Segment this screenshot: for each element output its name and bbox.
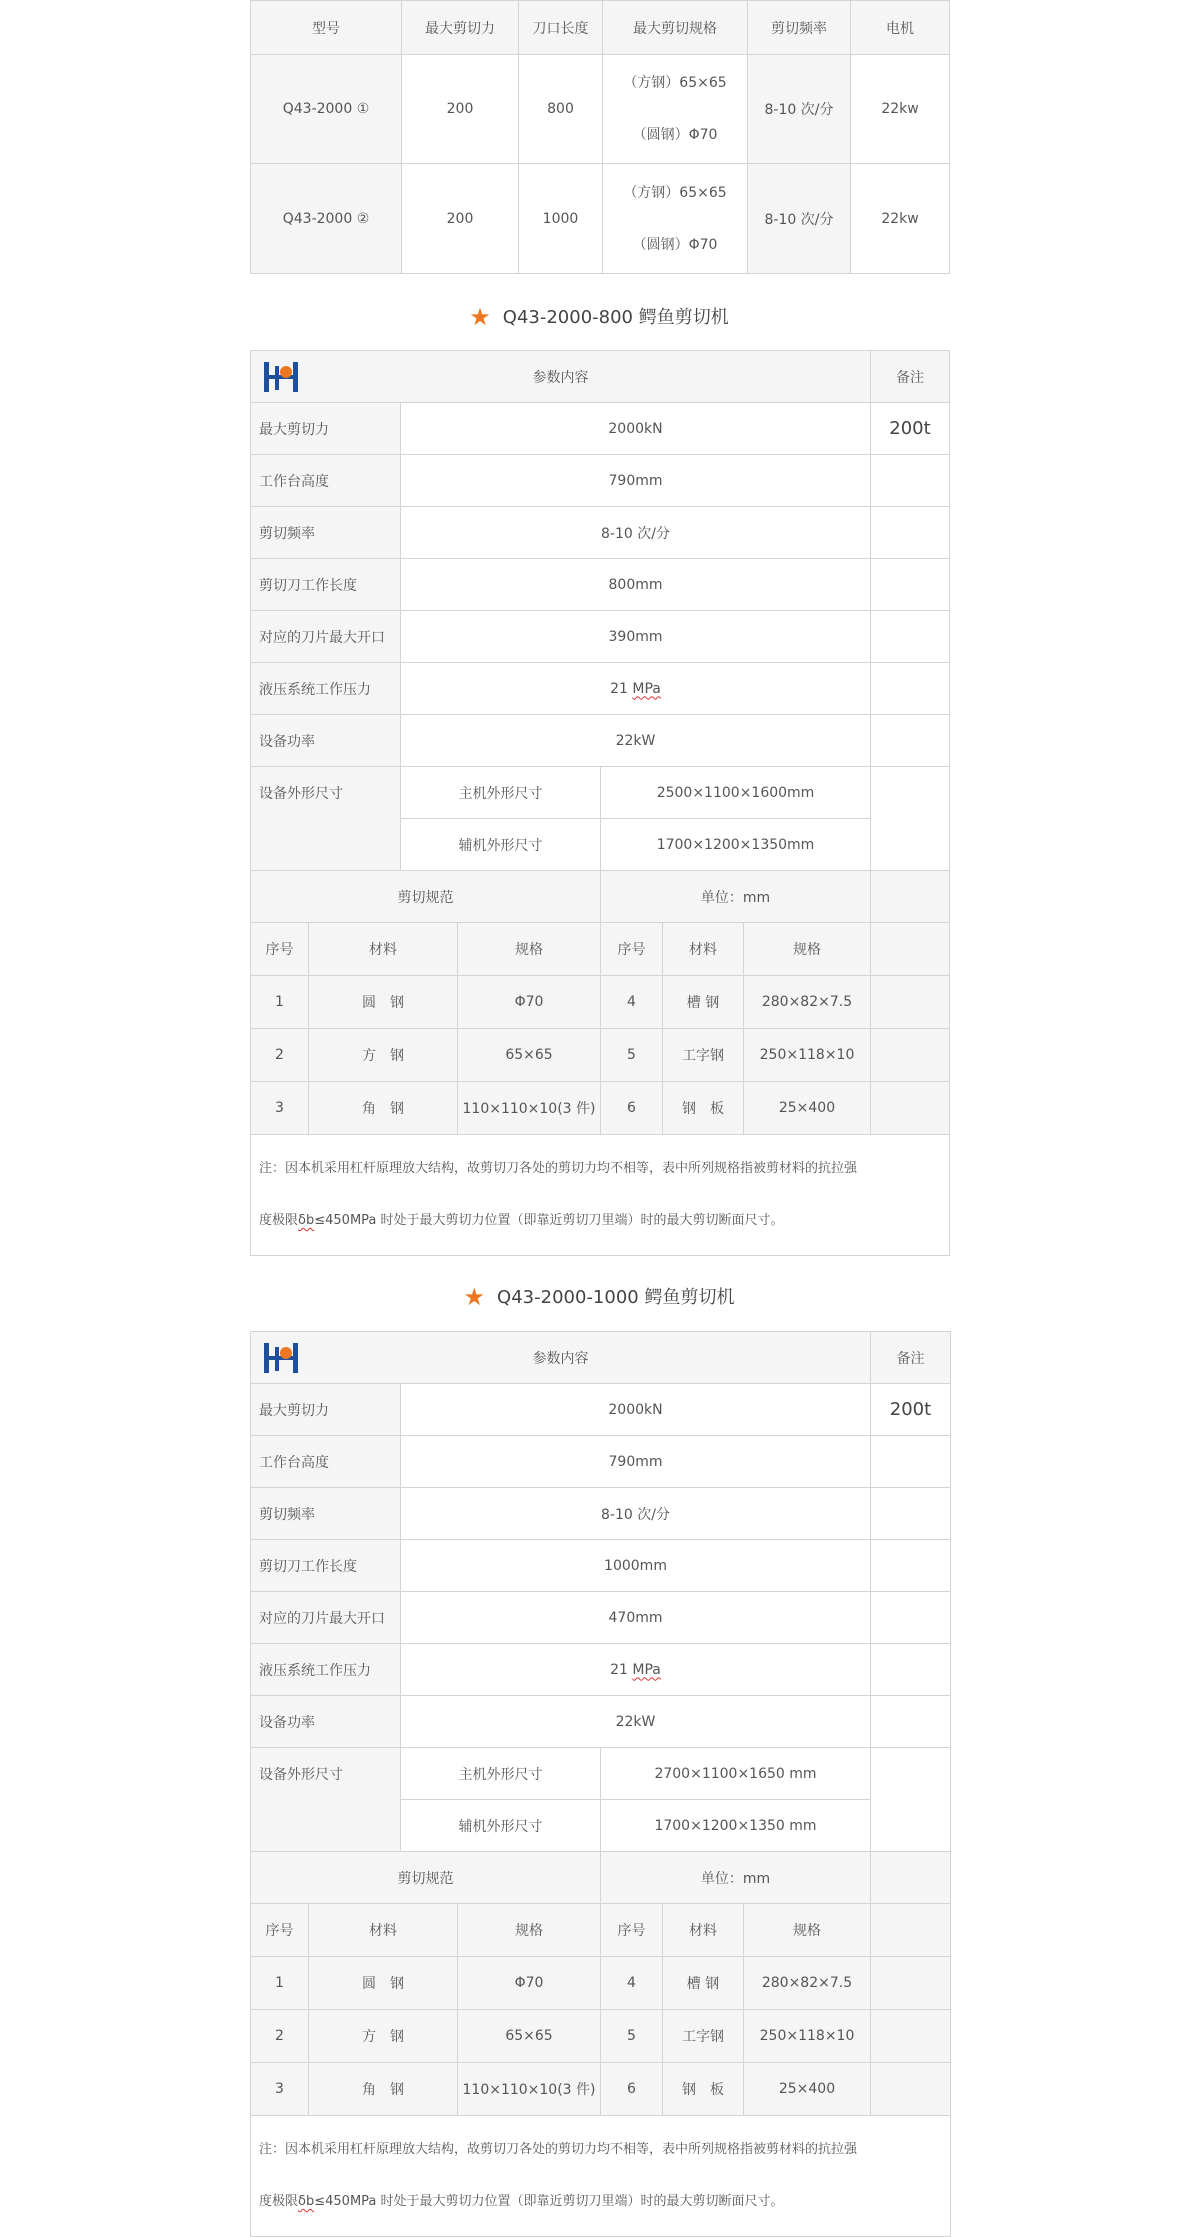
summary-row — [251, 55, 950, 164]
summary-blade: 800 — [519, 55, 603, 164]
star-icon: ★ — [469, 303, 491, 331]
spec-header-row — [251, 1904, 951, 1957]
param-label: 工作台高度 — [251, 455, 401, 507]
machine-table — [250, 350, 950, 1256]
spec-header: 序号 — [601, 923, 663, 976]
param-label: 剪切频率 — [251, 1488, 401, 1540]
spec-title-row — [251, 871, 950, 923]
summary-freq: 8-10 次/分 — [748, 164, 851, 274]
param-row — [251, 1696, 951, 1748]
spec-cell: 280×82×7.5 — [744, 976, 871, 1029]
summary-model: Q43-2000 ① — [251, 55, 402, 164]
summary-header: 型号 — [251, 1, 402, 55]
dim-value: 1700×1200×1350 mm — [601, 1800, 871, 1852]
summary-spec-square: （方钢）65×65 — [623, 184, 727, 201]
param-row — [251, 1488, 951, 1540]
summary-header: 最大剪切力 — [402, 1, 519, 55]
spec-cell: 110×110×10(3 件) — [458, 1082, 601, 1135]
spec-unit: 单位：mm — [601, 1852, 871, 1904]
param-value: 8-10 次/分 — [401, 507, 871, 559]
spec-cell: 3 — [251, 2063, 309, 2115]
dim-label: 主机外形尺寸 — [401, 767, 601, 819]
summary-header: 剪切频率 — [748, 1, 851, 55]
param-label: 设备功率 — [251, 1696, 401, 1748]
param-row — [251, 767, 950, 819]
spec-cell: 1 — [251, 976, 309, 1028]
param-row — [251, 611, 950, 663]
dim-label: 辅机外形尺寸 — [401, 819, 601, 871]
param-value: 390mm — [401, 611, 871, 663]
spec-cell: 6 — [601, 2063, 663, 2116]
spec-cell: 250×118×10 — [744, 2010, 871, 2063]
dim-value: 2700×1100×1650 mm — [601, 1748, 871, 1800]
dim-value: 1700×1200×1350mm — [601, 819, 871, 871]
company-logo-icon — [263, 1341, 299, 1375]
remark-header: 备注 — [871, 351, 950, 403]
param-value: 8-10 次/分 — [401, 1488, 871, 1540]
param-value: 790mm — [401, 1436, 871, 1488]
spec-title: 剪切规范 — [251, 1852, 601, 1904]
param-label: 工作台高度 — [251, 1436, 401, 1488]
remark-value — [871, 767, 950, 871]
param-label: 剪切刀工作长度 — [251, 559, 401, 611]
param-label: 最大剪切力 — [251, 1384, 401, 1436]
param-label: 设备功率 — [251, 715, 401, 767]
param-value: 1000mm — [401, 1540, 871, 1592]
param-value: 800mm — [401, 559, 871, 611]
param-label: 液压系统工作压力 — [251, 663, 401, 715]
spec-title: 剪切规范 — [251, 871, 601, 923]
remark-value: 200t — [871, 1384, 951, 1436]
spec-cell: 圆 钢 — [362, 1976, 404, 1992]
remark-value — [871, 1488, 951, 1540]
param-value: 2000kN — [401, 403, 871, 455]
company-logo-icon — [263, 360, 299, 394]
spec-cell: 4 — [601, 976, 663, 1029]
param-row — [251, 663, 950, 715]
spec-cell: 25×400 — [744, 2063, 871, 2116]
param-row — [251, 403, 950, 455]
param-header: 参数内容 — [251, 1332, 871, 1384]
spec-cell: 1 — [251, 1957, 309, 2009]
param-value: 22kW — [401, 715, 871, 767]
spec-cell: Φ70 — [458, 1957, 601, 2010]
note: 注：因本机采用杠杆原理放大结构，故剪切刀各处的剪切力均不相等，表中所列规格指被剪材料的抗拉强 度极限δb≤450MPa 时处于最大剪切力位置（即靠近剪切刀里端）时的最大剪切断面尺寸。 — [251, 2116, 951, 2237]
remark-value — [871, 559, 950, 611]
spec-cell: 2 — [251, 1029, 309, 1081]
summary-spec — [603, 164, 748, 274]
dim-value: 2500×1100×1600mm — [601, 767, 871, 819]
remark-value — [871, 663, 950, 715]
spec-header: 规格 — [744, 1904, 871, 1957]
spec-cell: 3 — [251, 1082, 309, 1134]
remark-value — [871, 455, 950, 507]
spec-cell: 5 — [601, 1029, 663, 1082]
param-label: 最大剪切力 — [251, 403, 401, 455]
spec-cell: 圆 钢 — [362, 995, 404, 1011]
param-value: 2000kN — [401, 1384, 871, 1436]
summary-motor: 22kw — [851, 55, 950, 164]
param-label: 剪切频率 — [251, 507, 401, 559]
param-label: 液压系统工作压力 — [251, 1644, 401, 1696]
spec-cell: 280×82×7.5 — [744, 1957, 871, 2010]
summary-spec-square: （方钢）65×65 — [623, 75, 727, 91]
param-value: 790mm — [401, 455, 871, 507]
param-header: 参数内容 — [251, 351, 871, 403]
machine-title: ★ Q43-2000-1000 鳄鱼剪切机 — [463, 1283, 735, 1311]
spec-row — [251, 2010, 951, 2063]
summary-spec-round: （圆钢）Φ70 — [632, 236, 718, 253]
spec-unit: 单位：mm — [601, 871, 871, 923]
spec-header: 序号 — [251, 923, 309, 975]
spec-cell: 工字钢 — [663, 2010, 744, 2063]
star-icon: ★ — [463, 1283, 486, 1311]
remark-value — [871, 1592, 951, 1644]
spec-header: 序号 — [251, 1904, 309, 1956]
summary-spec — [603, 55, 748, 164]
param-value: 22kW — [401, 1696, 871, 1748]
spec-cell: 工字钢 — [663, 1029, 744, 1082]
param-row — [251, 559, 950, 611]
param-label: 剪切刀工作长度 — [251, 1540, 401, 1592]
dim-label: 辅机外形尺寸 — [401, 1800, 601, 1852]
param-value: 21 MPa — [401, 663, 871, 715]
param-row — [251, 507, 950, 559]
param-header-row — [251, 351, 950, 403]
spec-header-row — [251, 923, 950, 976]
param-value: 21 MPa — [401, 1644, 871, 1696]
spec-header: 材料 — [369, 942, 397, 958]
remark-value — [871, 1748, 951, 1852]
param-row — [251, 1644, 951, 1696]
spec-cell: 2 — [251, 2010, 309, 2062]
spec-cell: 65×65 — [458, 1029, 601, 1082]
param-label: 对应的刀片最大开口 — [251, 1592, 401, 1644]
spec-header: 材料 — [663, 923, 744, 976]
spec-row — [251, 976, 950, 1029]
spec-header: 规格 — [458, 923, 601, 976]
summary-model: Q43-2000 ② — [251, 164, 402, 274]
spec-row — [251, 1957, 951, 2010]
spec-row — [251, 2063, 951, 2116]
spec-cell: 25×400 — [744, 1082, 871, 1135]
note-row — [251, 2116, 951, 2237]
spec-cell: 钢 板 — [663, 2063, 744, 2116]
spec-cell: 角 钢 — [362, 2082, 404, 2098]
spec-title-row — [251, 1852, 951, 1904]
spec-cell: 4 — [601, 1957, 663, 2010]
spec-cell: 槽 钢 — [663, 1957, 744, 2010]
param-label: 设备外形尺寸 — [251, 1748, 401, 1852]
param-label: 设备外形尺寸 — [251, 767, 401, 871]
spec-header: 材料 — [369, 1923, 397, 1939]
machine-table — [250, 1331, 951, 2237]
summary-header: 最大剪切规格 — [603, 1, 748, 55]
spec-cell: 5 — [601, 2010, 663, 2063]
spec-header: 规格 — [458, 1904, 601, 1957]
param-row — [251, 1748, 951, 1800]
remark-value — [871, 1644, 951, 1696]
spec-cell: 250×118×10 — [744, 1029, 871, 1082]
spec-cell: 6 — [601, 1082, 663, 1135]
spec-header: 序号 — [601, 1904, 663, 1957]
spec-header: 材料 — [663, 1904, 744, 1957]
param-label: 对应的刀片最大开口 — [251, 611, 401, 663]
param-row — [251, 715, 950, 767]
remark-value: 200t — [871, 403, 950, 455]
spec-row — [251, 1082, 950, 1135]
spec-cell: Φ70 — [458, 976, 601, 1029]
dim-label: 主机外形尺寸 — [401, 1748, 601, 1800]
param-row — [251, 1592, 951, 1644]
remark-value — [871, 715, 950, 767]
remark-value — [871, 507, 950, 559]
param-row — [251, 1384, 951, 1436]
spec-cell: 方 钢 — [362, 2029, 404, 2045]
spec-cell: 槽 钢 — [663, 976, 744, 1029]
note: 注：因本机采用杠杆原理放大结构，故剪切刀各处的剪切力均不相等，表中所列规格指被剪材料的抗拉强 度极限δb≤450MPa 时处于最大剪切力位置（即靠近剪切刀里端）时的最大剪切断面尺寸。 — [251, 1135, 950, 1256]
summary-blade: 1000 — [519, 164, 603, 274]
remark-value — [871, 1540, 951, 1592]
summary-force: 200 — [402, 55, 519, 164]
spec-header: 规格 — [744, 923, 871, 976]
param-row — [251, 1540, 951, 1592]
summary-force: 200 — [402, 164, 519, 274]
remark-value — [871, 1696, 951, 1748]
summary-row — [251, 164, 950, 274]
machine-title: ★ Q43-2000-800 鳄鱼剪切机 — [469, 303, 729, 331]
summary-motor: 22kw — [851, 164, 950, 274]
summary-table — [250, 0, 950, 274]
summary-header-row — [251, 1, 950, 55]
remark-value — [871, 611, 950, 663]
summary-header: 电机 — [851, 1, 950, 55]
spec-cell: 钢 板 — [663, 1082, 744, 1135]
spec-row — [251, 1029, 950, 1082]
summary-header: 刀口长度 — [519, 1, 603, 55]
summary-freq: 8-10 次/分 — [748, 55, 851, 164]
note-row — [251, 1135, 950, 1256]
spec-cell: 110×110×10(3 件) — [458, 2063, 601, 2116]
remark-header: 备注 — [871, 1332, 951, 1384]
spec-cell: 角 钢 — [362, 1101, 404, 1117]
remark-value — [871, 1436, 951, 1488]
param-row — [251, 455, 950, 507]
summary-spec-round: （圆钢）Φ70 — [632, 127, 718, 143]
param-value: 470mm — [401, 1592, 871, 1644]
spec-cell: 方 钢 — [362, 1048, 404, 1064]
param-row — [251, 1436, 951, 1488]
param-header-row — [251, 1332, 951, 1384]
spec-cell: 65×65 — [458, 2010, 601, 2063]
